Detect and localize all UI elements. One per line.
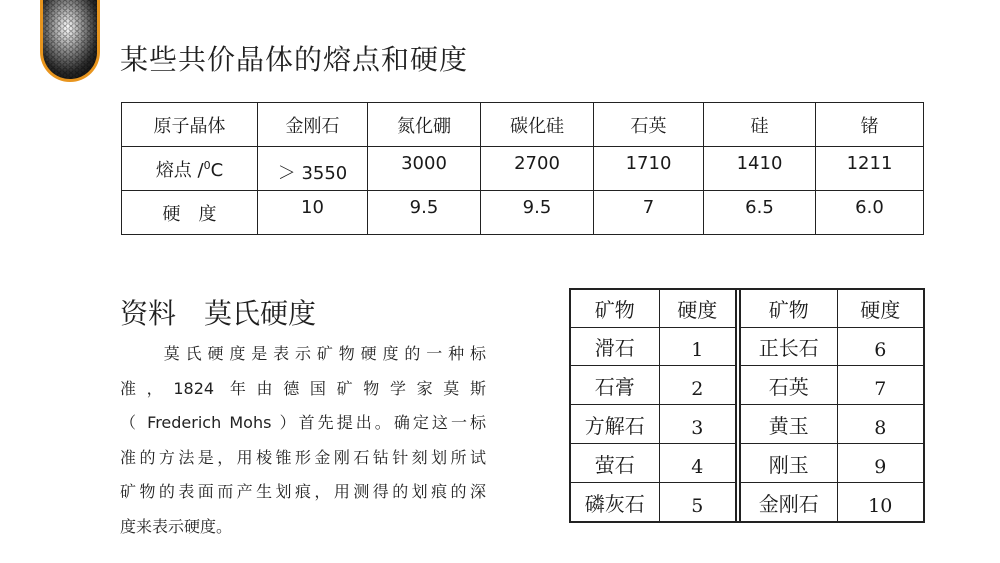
mineral-cell: 方解石 xyxy=(571,405,659,444)
paragraph-line: 莫氏硬度是表示矿物硬度的一种标 xyxy=(120,344,486,363)
page-title: 某些共价晶体的熔点和硬度 xyxy=(120,43,469,76)
mohs-row xyxy=(741,366,923,405)
mineral-cell: 石英 xyxy=(741,366,837,405)
mineral-cell: 石膏 xyxy=(571,366,659,405)
mohs-row xyxy=(741,483,923,521)
table-cell: 7 xyxy=(594,191,704,235)
hardness-cell: 8 xyxy=(837,405,923,444)
header-cell: 金刚石 xyxy=(258,103,368,147)
melt-label-sup: 0 xyxy=(203,158,211,172)
hardness-cell: 1 xyxy=(659,327,735,366)
paragraph-line: 度来表示硬度。 xyxy=(120,516,233,536)
paragraph-line: 准，1824 年由德国矿物学家莫斯 xyxy=(120,378,486,398)
hardness-cell: 7 xyxy=(837,366,923,405)
mohs-row xyxy=(571,366,735,405)
mohs-row xyxy=(571,327,735,366)
table-cell: 1710 xyxy=(594,147,704,191)
mohs-row xyxy=(741,405,923,444)
mineral-cell: 磷灰石 xyxy=(571,483,659,521)
mohs-scale-table xyxy=(569,288,925,523)
mohs-header-row xyxy=(571,290,735,327)
mineral-cell: 金刚石 xyxy=(741,483,837,521)
mohs-header-row xyxy=(741,290,923,327)
paragraph-line: （ Frederich Mohs ）首先提出。确定这一标 xyxy=(120,413,486,433)
table-cell: 1211 xyxy=(816,147,924,191)
mohs-row xyxy=(741,444,923,483)
table-cell: 6.5 xyxy=(704,191,816,235)
table-cell: ＞ 3550 xyxy=(258,147,368,191)
hardness-cell: 4 xyxy=(659,444,735,483)
header-cell: 原子晶体 xyxy=(122,103,258,147)
header-cell: 硅 xyxy=(704,103,816,147)
mohs-table-left xyxy=(571,290,735,521)
table-cell: 3000 xyxy=(368,147,481,191)
header-cell: 碳化硅 xyxy=(481,103,594,147)
table-cell: 9.5 xyxy=(481,191,594,235)
table-header-row xyxy=(122,103,924,147)
table-cell: 2700 xyxy=(481,147,594,191)
table-cell: 6.0 xyxy=(816,191,924,235)
col-mineral-header: 矿物 xyxy=(741,290,837,327)
melt-label-unit: C xyxy=(210,159,224,181)
hardness-cell: 3 xyxy=(659,405,735,444)
hardness-cell: 10 xyxy=(837,483,923,521)
logo-icon xyxy=(38,0,102,84)
section-title: 资料 莫氏硬度 xyxy=(120,297,317,330)
paragraph-line: 准的方法是，用棱锥形金刚石钻针刻划所试 xyxy=(120,447,486,467)
row-label xyxy=(122,147,258,191)
melting-point-row xyxy=(122,147,924,191)
mineral-cell: 滑石 xyxy=(571,327,659,366)
header-cell: 石英 xyxy=(594,103,704,147)
mohs-row xyxy=(571,405,735,444)
row-label: 硬 度 xyxy=(122,191,258,235)
col-hardness-header: 硬度 xyxy=(659,290,735,327)
paragraph-line: 矿物的表面而产生划痕，用测得的划痕的深 xyxy=(120,482,486,502)
mineral-cell: 刚玉 xyxy=(741,444,837,483)
mohs-description xyxy=(120,337,486,545)
mineral-cell: 黄玉 xyxy=(741,405,837,444)
hardness-cell: 5 xyxy=(659,483,735,521)
table-cell: 9.5 xyxy=(368,191,481,235)
header-cell: 氮化硼 xyxy=(368,103,481,147)
mohs-row xyxy=(571,444,735,483)
mohs-table-right xyxy=(741,290,923,521)
table-cell: 10 xyxy=(258,191,368,235)
melting-hardness-table xyxy=(121,102,924,235)
hardness-cell: 9 xyxy=(837,444,923,483)
mineral-cell: 正长石 xyxy=(741,327,837,366)
col-mineral-header: 矿物 xyxy=(571,290,659,327)
hardness-row xyxy=(122,191,924,235)
melt-label-text: 熔点 / xyxy=(155,159,204,181)
header-cell: 锗 xyxy=(816,103,924,147)
hardness-cell: 6 xyxy=(837,327,923,366)
mineral-cell: 萤石 xyxy=(571,444,659,483)
hardness-cell: 2 xyxy=(659,366,735,405)
col-hardness-header: 硬度 xyxy=(837,290,923,327)
table-cell: 1410 xyxy=(704,147,816,191)
mohs-row xyxy=(741,327,923,366)
mohs-row xyxy=(571,483,735,521)
